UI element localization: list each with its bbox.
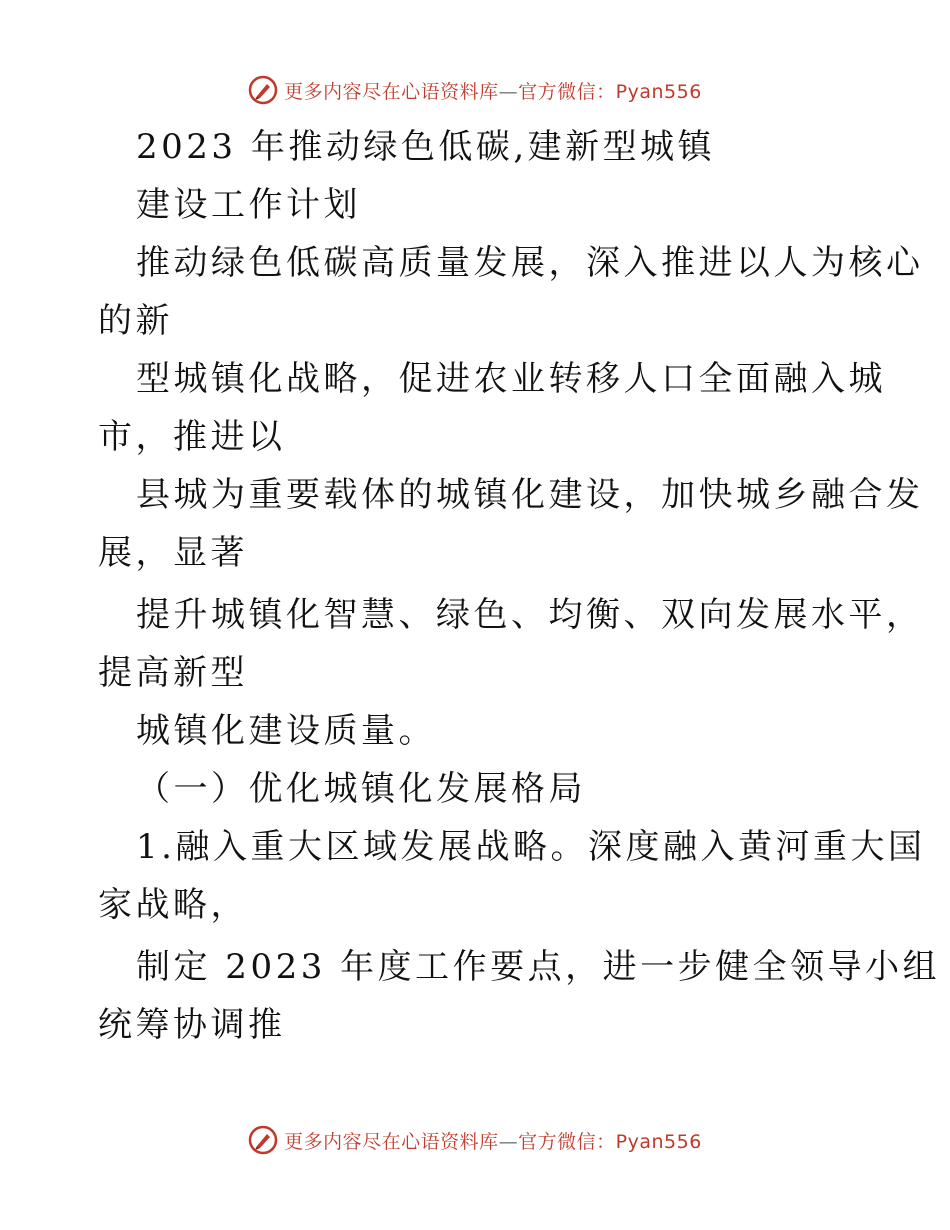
paragraph-line: 县城为重要载体的城镇化建设，加快城乡融合发 <box>136 475 924 515</box>
watermark-wechat-text: 官方微信：Pyan556 <box>518 80 702 103</box>
paragraph-line: 推动绿色低碳高质量发展，深入推进以人为核心 <box>136 243 924 283</box>
paragraph-line: 的新 <box>98 301 173 341</box>
paragraph-line: 型城镇化战略，促进农业转移人口全面融入城 <box>136 359 886 399</box>
paragraph-line: 市，推进以 <box>98 417 286 457</box>
watermark-separator: — <box>498 1130 519 1153</box>
paragraph-line: 城镇化建设质量。 <box>136 711 436 751</box>
watermark-main-text: 更多内容尽在心语资料库 <box>284 1130 499 1153</box>
header-watermark-banner <box>0 70 950 110</box>
watermark-text <box>284 1127 702 1154</box>
paragraph-line: 展，显著 <box>98 533 248 573</box>
title-line-1: 2023 年推动绿色低碳,建新型城镇 <box>136 127 716 167</box>
watermark-wechat-text: 官方微信：Pyan556 <box>518 1130 702 1153</box>
paragraph-line: 统筹协调推 <box>98 1005 286 1045</box>
paragraph-line: 1.融入重大区域发展战略。深度融入黄河重大国 <box>136 827 926 867</box>
paragraph-line: 制定 2023 年度工作要点，进一步健全领导小组 <box>136 947 941 987</box>
footer-watermark-banner <box>0 1120 950 1160</box>
pen-logo-icon <box>248 1125 278 1155</box>
paragraph-line: 提高新型 <box>98 653 248 693</box>
watermark-main-text: 更多内容尽在心语资料库 <box>284 80 499 103</box>
watermark-text <box>284 77 702 104</box>
title-line-2: 建设工作计划 <box>136 185 361 225</box>
watermark-separator: — <box>498 80 519 103</box>
section-heading: （一）优化城镇化发展格局 <box>136 769 586 809</box>
paragraph-line: 家战略， <box>98 885 248 925</box>
paragraph-line: 提升城镇化智慧、绿色、均衡、双向发展水平， <box>136 595 924 635</box>
pen-logo-icon <box>248 75 278 105</box>
